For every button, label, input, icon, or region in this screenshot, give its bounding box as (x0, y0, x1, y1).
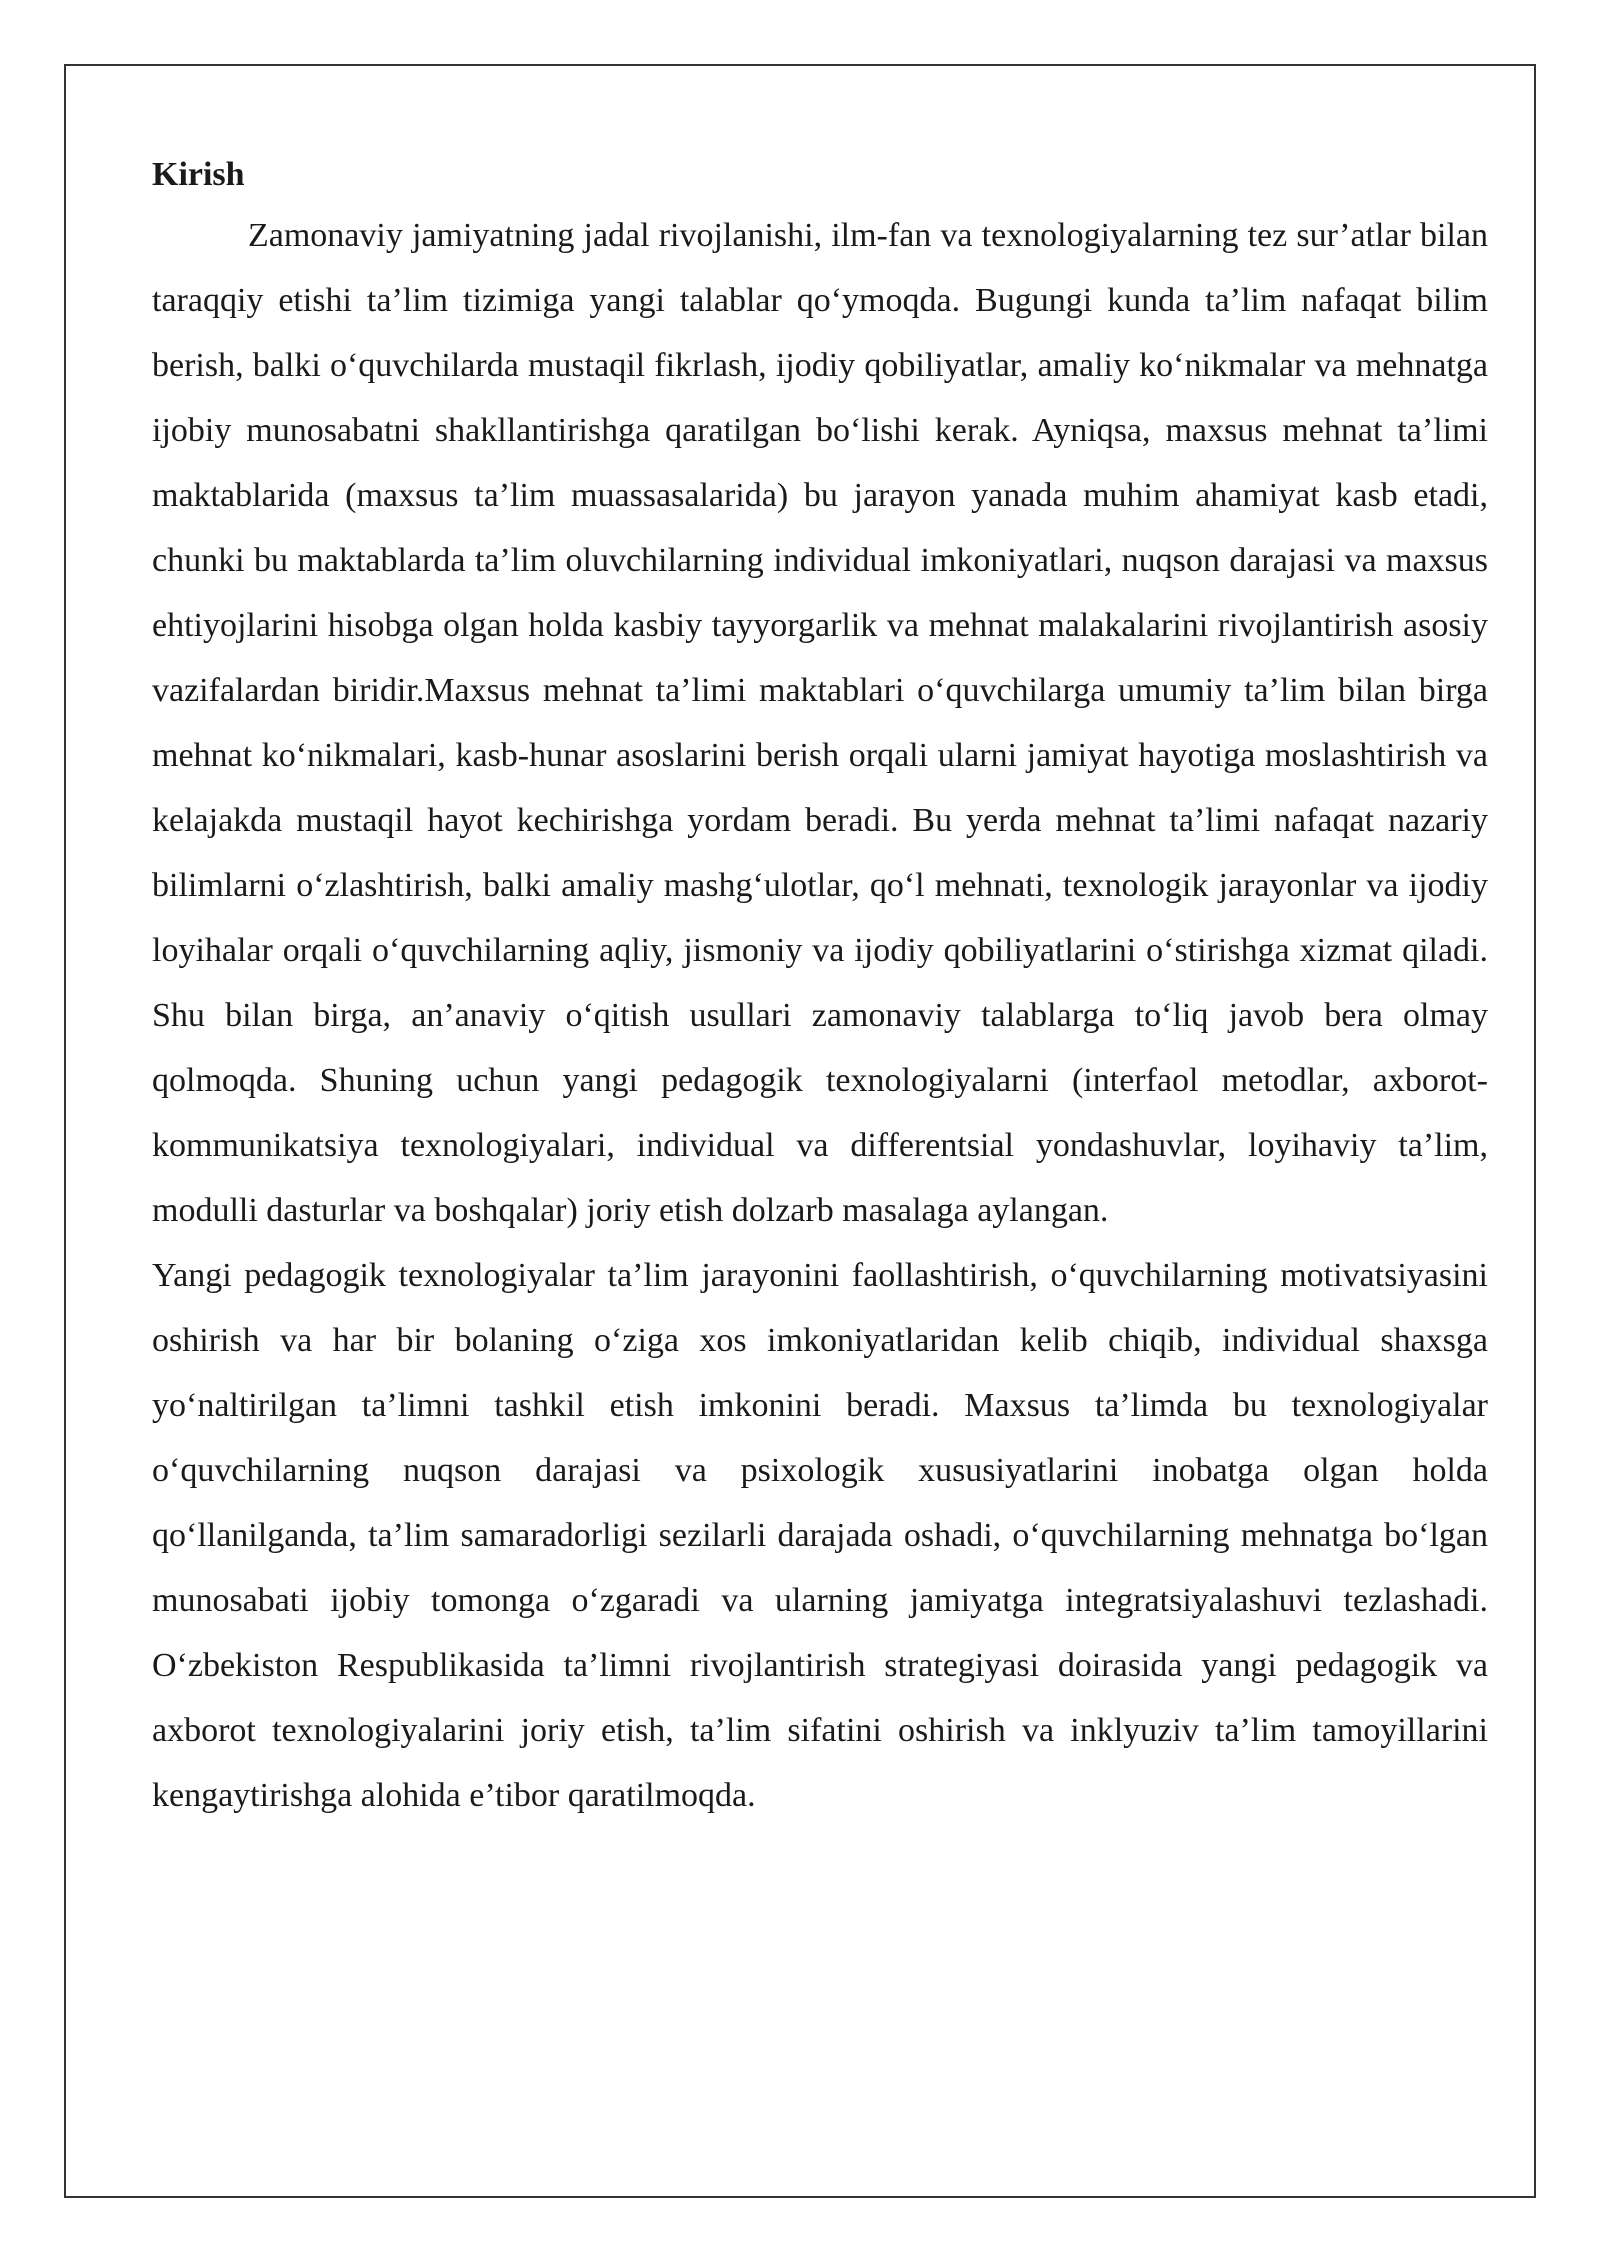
document-body (152, 146, 1488, 1828)
paragraph-1: Zamonaviy jamiyatning jadal rivojlanishi, ilm-fan va texnologiyalarning tez sur’atlar bilan taraqqiy etishi ta’lim tizimiga yangi talablar qo‘ymoqda. Bugungi kunda ta’lim nafaqat bilim berish, balki o‘quvchilarda mustaqil fikrlash, ijodiy qobiliyatlar, amaliy ko‘nikmalar va mehnatga ijobiy munosabatni shakllantirishga qaratilgan bo‘lishi kerak. Ayniqsa, maxsus mehnat ta’limi maktablarida (maxsus ta’lim muassasalarida) bu jarayon yanada muhim ahamiyat kasb etadi, chunki bu maktablarda ta’lim oluvchilarning individual imkoniyatlari, nuqson darajasi va maxsus ehtiyojlarini hisobga olgan holda kasbiy tayyorgarlik va mehnat malakalarini rivojlantirish asosiy vazifalardan biridir.Maxsus mehnat ta’limi maktablari o‘quvchilarga umumiy ta’lim bilan birga mehnat ko‘nikmalari, kasb-hunar asoslarini berish orqali ularni jamiyat hayotiga moslashtirish va kelajakda mustaqil hayot kechirishga yordam beradi. Bu yerda mehnat ta’limi nafaqat nazariy bilimlarni o‘zlashtirish, balki amaliy mashg‘ulotlar, qo‘l mehnati, texnologik jarayonlar va ijodiy loyihalar orqali o‘quvchilarning aqliy, jismoniy va ijodiy qobiliyatlarini o‘stirishga xizmat qiladi. Shu bilan birga, an’anaviy o‘qitish usullari zamonaviy talablarga to‘liq javob bera olmay qolmoqda. Shuning uchun yangi pedagogik texnologiyalarni (interfaol metodlar, axborot-kommunikatsiya texnologiyalari, individual va differentsial yondashuvlar, loyihaviy ta’lim, modulli dasturlar va boshqalar) joriy etish dolzarb masalaga aylangan. (152, 217, 1488, 1229)
paragraph-2: Yangi pedagogik texnologiyalar ta’lim jarayonini faollashtirish, o‘quvchilarning motivatsiyasini oshirish va har bir bolaning o‘ziga xos imkoniyatlaridan kelib chiqib, individual shaxsga yo‘naltirilgan ta’limni tashkil etish imkonini beradi. Maxsus ta’limda bu texnologiyalar o‘quvchilarning nuqson darajasi va psixologik xususiyatlarini inobatga olgan holda qo‘llanilganda, ta’lim samaradorligi sezilarli darajada oshadi, o‘quvchilarning mehnatga bo‘lgan munosabati ijobiy tomonga o‘zgaradi va ularning jamiyatga integratsiyalashuvi tezlashadi. O‘zbekiston Respublikasida ta’limni rivojlantirish strategiyasi doirasida yangi pedagogik va axborot texnologiyalarini joriy etish, ta’lim sifatini oshirish va inklyuziv ta’lim tamoyillarini kengaytirishga alohida e’tibor qaratilmoqda. (152, 1257, 1488, 1814)
section-heading: Kirish (152, 156, 245, 193)
